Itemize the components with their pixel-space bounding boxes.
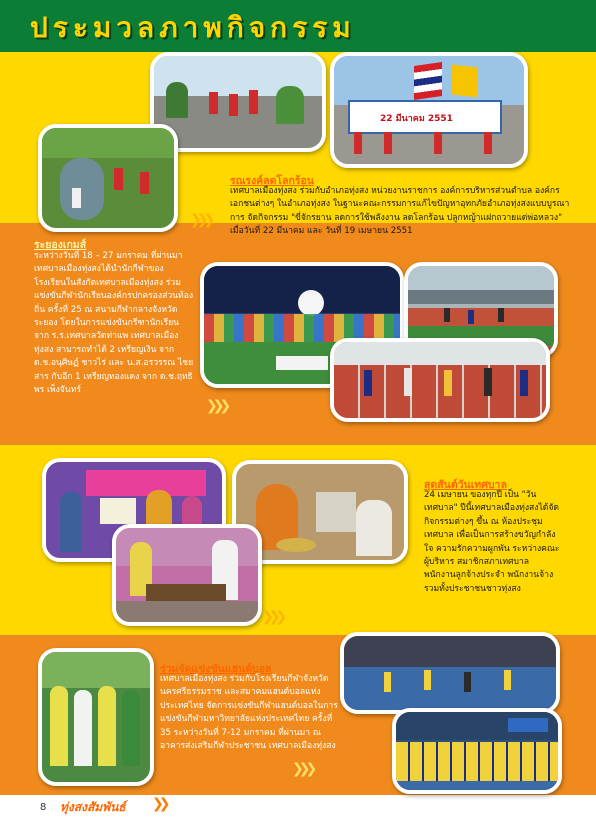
section-3-heading: สุดสันต์วันเทศบาล bbox=[424, 479, 507, 491]
photo-handball-parade bbox=[38, 648, 154, 786]
section-4-heading: ร่วมจัดแข่งขันแฮนด์บอล bbox=[160, 663, 272, 675]
double-chevron-right-icon: ❯❯❯ bbox=[206, 398, 227, 414]
photo-handball-court bbox=[340, 632, 560, 714]
section-1-heading: รณรงค์ลดโลกร้อน bbox=[230, 175, 314, 187]
double-chevron-right-icon: ❯❯❯ bbox=[292, 761, 313, 777]
photo-planting-grass bbox=[38, 124, 178, 232]
double-chevron-right-icon: ❯❯❯ bbox=[262, 609, 283, 625]
section-3-body: 24 เมษายน ของทุกปี เป็น "วันเทศบาล" ปีนี้เทศบาลเมืองทุ่งสงได้จัดกิจกรรมต่างๆ ขึ้น ณ ห้องประชุมเทศบาล เพื่อเป็นการสร้างขวัญกำลังใจ ความรักความผูกพัน ระหว่างคณะผู้บริหาร สมาชิกสภาเทศบาล พนักงานลูกจ้างประจำ พนักงานจ้าง รวมทั้งประชาชนชาวทุ่งสง bbox=[424, 490, 560, 594]
photo-running-race bbox=[330, 338, 550, 422]
double-chevron-right-icon: ❯❯❯ bbox=[190, 212, 211, 228]
section-2-body: ระหว่างวันที่ 18 – 27 มกราคม ที่ผ่านมา เทศบาลเมืองทุ่งสงได้นำนักกีฬาของโรงเรียนในสังกัดเทศบาลเมืองทุ่งสง ร่วมแข่งขันกีฬานักเรียนองค์กรปกครองส่วนท้องถิ่น ครั้งที่ 25 ณ สนามกีฬากลางจังหวัดระยอง โดยในการแข่งขันกรีฑานักเรียนจาก ร.ร.เทศบาลวัดท่าแพ เทศบาลเมืองทุ่งสง สามารถทำได้ 2 เหรียญเงิน จาก ด.ช.อนุศิษฏ์ ชาวไร่ และ น.ส.อรวรรณ ไชยสาร กับอีก 1 เหรียญทองแดง จาก ด.ช.ฤทธิพร เพ็งจันทร์ bbox=[34, 251, 194, 396]
banner-date: 22 มีนาคม 2551 bbox=[380, 114, 453, 124]
section-4-body: เทศบาลเมืองทุ่งสง ร่วมกับโรงเรียนกีฬาจังหวัดนครศรีธรรมราช และสมาคมแฮนด์บอลแห่งประเทศไทย จัดการแข่งขันกีฬาแฮนด์บอลในการแข่งขันกีฬามหาวิทยาลัยแห่งประเทศไทย ครั้งที่ 35 ระหว่างวันที่ 7-12 มกราคม ที่ผ่านมา ณ อาคารส่งเสริมกีฬาประชาชน เทศบาลเมืองทุ่งสง bbox=[160, 674, 338, 752]
double-chevron-right-icon: ❯❯ bbox=[152, 796, 166, 812]
photo-campaign-banner bbox=[330, 52, 528, 168]
page-title: ประมวลภาพกิจกรรม bbox=[30, 11, 356, 44]
section-2-heading: ระยองเกมส์ bbox=[34, 239, 87, 251]
page-number: 8 bbox=[40, 802, 47, 813]
footer-publication: ทุ่งสงสัมพันธ์ bbox=[60, 800, 126, 814]
photo-handball-team bbox=[392, 708, 562, 794]
photo-cooking-event bbox=[112, 524, 262, 626]
section-1-body: เทศบาลเมืองทุ่งสง ร่วมกับอำเภอทุ่งสง หน่วยงานราชการ องค์การบริหารส่วนตำบล องค์กรเอกชนต่างๆ ในอำเภอทุ่งสง ในฐานะคณะกรรมการแก้ไขปัญหาอุทกภัยอำเภอทุ่งสงแบบบูรณาการ จัดกิจกรรม "ขี่จักรยาน ลดการใช้พลังงาน ลดโลกร้อน ปลูกหญ้าแฝกถวายแด่พ่อหลวง" เมื่อวันที่ 22 มีนาคม และ วันที่ 19 เมษายน 2551 bbox=[230, 186, 570, 237]
